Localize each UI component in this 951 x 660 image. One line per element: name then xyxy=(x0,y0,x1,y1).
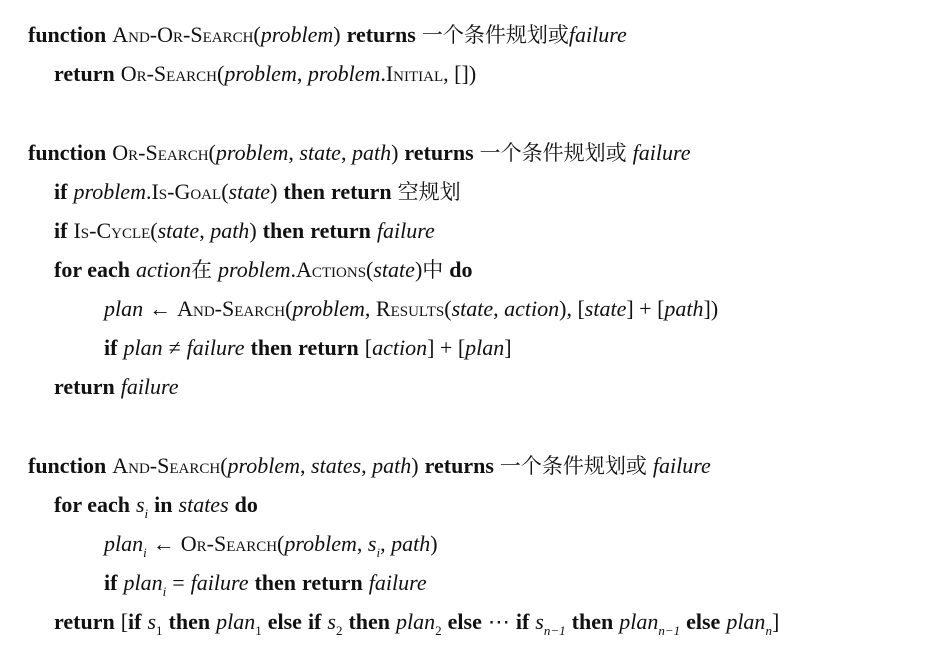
arg-state-2: state xyxy=(584,296,627,321)
var-plan: plan xyxy=(216,609,256,634)
paren-open: ( xyxy=(208,140,216,165)
equals-icon: = xyxy=(172,570,185,595)
failure-value: failure xyxy=(186,335,245,360)
paren-close: ) xyxy=(430,531,438,556)
or-search-for-each xyxy=(54,259,473,281)
dot: . xyxy=(380,61,386,86)
subscript: i xyxy=(144,506,149,521)
keyword-if: if xyxy=(104,335,118,360)
keyword-then: then xyxy=(262,218,305,243)
paren-open: ( xyxy=(285,296,293,321)
paren-open: ( xyxy=(366,257,374,282)
var-action: action xyxy=(135,257,191,282)
arg-problem: problem xyxy=(73,179,146,204)
ret-action: action xyxy=(372,335,428,360)
arg-path: path xyxy=(664,296,704,321)
and-search-plan-check xyxy=(104,572,427,598)
function-name: And-Or-Search xyxy=(112,22,254,47)
paren-close: ) xyxy=(333,22,341,47)
separator: , xyxy=(288,140,300,165)
keyword-then: then xyxy=(168,609,211,634)
separator: , xyxy=(493,296,505,321)
keyword-returns: returns xyxy=(424,453,494,478)
paren-open: ( xyxy=(253,22,261,47)
paren-close: ) xyxy=(414,257,423,282)
separator: , xyxy=(340,140,352,165)
cn-in: 在 xyxy=(190,258,212,282)
dot: . xyxy=(145,179,152,204)
arg-s: s xyxy=(367,531,377,556)
keyword-returns: returns xyxy=(404,140,474,165)
call-is-cycle: Is-Cycle xyxy=(73,218,151,243)
keyword-if: if xyxy=(515,609,530,634)
var-plan: plan xyxy=(619,609,659,634)
arg-problem: problem xyxy=(284,531,357,556)
keyword-then: then xyxy=(254,570,297,595)
keyword-function: function xyxy=(28,140,107,165)
args-rest: , []) xyxy=(443,61,477,86)
arg-path: path xyxy=(210,218,250,243)
open-bracket: [ xyxy=(120,609,129,634)
keyword-for-each: for each xyxy=(54,257,130,282)
param-state: state xyxy=(299,140,341,165)
dot: . xyxy=(290,257,296,282)
var-s: s xyxy=(147,609,157,634)
arrow-icon: ← xyxy=(152,531,175,556)
var-plan: plan xyxy=(396,609,436,634)
ret-plan: plan xyxy=(465,335,505,360)
param-path: path xyxy=(372,453,412,478)
return-type-failure: failure xyxy=(568,22,627,47)
and-or-search-body xyxy=(54,63,476,85)
call-or-search: Or-Search xyxy=(180,531,278,556)
keyword-if: if xyxy=(104,570,118,595)
var-s: s xyxy=(135,492,145,517)
separator: , xyxy=(364,296,376,321)
keyword-do: do xyxy=(234,492,258,517)
and-search-for-each xyxy=(54,494,258,520)
call-actions: Actions xyxy=(295,257,367,282)
or-search-cycle-check xyxy=(54,220,435,242)
separator: , xyxy=(199,218,211,243)
paren-open: ( xyxy=(150,218,158,243)
arg-action: action xyxy=(504,296,560,321)
keyword-else: else xyxy=(267,609,302,634)
return-type-failure: failure xyxy=(652,453,711,478)
param-problem: problem xyxy=(227,453,301,478)
or-search-goal-check xyxy=(54,181,461,203)
keyword-if: if xyxy=(307,609,322,634)
keyword-do: do xyxy=(449,257,473,282)
close-bracket: ] xyxy=(504,335,512,360)
not-equal-icon: ≠ xyxy=(168,335,181,360)
keyword-function: function xyxy=(28,22,107,47)
function-name: Or-Search xyxy=(112,140,209,165)
var-s: s xyxy=(327,609,336,634)
paren-open: ( xyxy=(220,453,228,478)
subscript: i xyxy=(162,584,167,599)
keyword-then: then xyxy=(250,335,293,360)
subscript: n xyxy=(765,623,772,638)
subscript: 2 xyxy=(435,623,442,638)
param-problem: problem xyxy=(260,22,334,47)
subscript: 2 xyxy=(335,623,343,638)
field-initial: Initial xyxy=(385,61,444,86)
subscript: n−1 xyxy=(543,623,566,638)
paren-close: ) xyxy=(411,453,419,478)
or-search-signature xyxy=(28,142,691,164)
var-s: s xyxy=(535,609,544,634)
empty-plan-cn: 空规划 xyxy=(397,180,461,204)
call-results: Results xyxy=(375,296,445,321)
concat: ] + [ xyxy=(427,335,466,360)
subscript: 1 xyxy=(156,623,163,638)
and-search-plan-assign xyxy=(104,533,438,559)
separator: , xyxy=(356,531,368,556)
or-search-final-return xyxy=(54,376,179,398)
paren-close: ) xyxy=(391,140,399,165)
paren-close: ) xyxy=(270,179,278,204)
keyword-returns: returns xyxy=(346,22,416,47)
subscript: i xyxy=(143,545,147,560)
keyword-return: return xyxy=(330,179,392,204)
return-failure: failure xyxy=(376,218,435,243)
close-bracket: ] xyxy=(771,609,780,634)
keyword-return: return xyxy=(302,570,363,595)
close-bracket: ]) xyxy=(703,296,719,321)
arg-problem: problem xyxy=(292,296,365,321)
call-is-goal: Is-Goal xyxy=(151,179,222,204)
keyword-return: return xyxy=(298,335,359,360)
and-or-search-signature xyxy=(28,24,627,46)
keyword-return: return xyxy=(54,61,115,86)
arg-state: state xyxy=(228,179,271,204)
arg-problem: problem xyxy=(224,61,297,86)
paren-close: ) xyxy=(249,218,257,243)
paren-open: ( xyxy=(277,531,285,556)
arg-path: path xyxy=(391,531,431,556)
subscript: i xyxy=(376,545,381,560)
paren-bracket: ), [ xyxy=(559,296,585,321)
keyword-then: then xyxy=(571,609,614,634)
return-type-cn: 一个条件规划或 xyxy=(479,141,627,165)
concat: ] + [ xyxy=(626,296,665,321)
return-failure: failure xyxy=(368,570,427,595)
arg-state: state xyxy=(373,257,415,282)
keyword-return: return xyxy=(310,218,371,243)
keyword-else: else xyxy=(447,609,482,634)
keyword-function: function xyxy=(28,453,107,478)
keyword-for-each: for each xyxy=(54,492,130,517)
arg-problem: problem xyxy=(217,257,291,282)
cn-middle: 中 xyxy=(422,258,444,282)
var-plan: plan xyxy=(104,531,144,556)
arrow-icon: ← xyxy=(149,296,172,321)
arg-problem-2: problem xyxy=(307,61,381,86)
paren-open: ( xyxy=(444,296,452,321)
keyword-then: then xyxy=(348,609,391,634)
return-type-failure: failure xyxy=(632,140,691,165)
collection-states: states xyxy=(178,492,229,517)
param-states: states xyxy=(311,453,362,478)
failure-value: failure xyxy=(190,570,249,595)
var-plan: plan xyxy=(123,335,163,360)
keyword-in: in xyxy=(154,492,173,517)
var-plan: plan xyxy=(104,296,144,321)
arg-state: state xyxy=(157,218,200,243)
keyword-return: return xyxy=(54,609,115,634)
var-plan: plan xyxy=(726,609,766,634)
keyword-else: else xyxy=(686,609,721,634)
keyword-if: if xyxy=(128,609,142,634)
return-type-cn: 一个条件规划或 xyxy=(499,454,647,478)
keyword-return: return xyxy=(54,374,115,399)
or-search-plan-assign xyxy=(104,298,718,320)
and-search-final-return xyxy=(54,611,779,637)
separator: , xyxy=(300,453,312,478)
keyword-if: if xyxy=(54,179,68,204)
ellipsis-icon: ⋯ xyxy=(487,609,510,634)
function-name: And-Search xyxy=(112,453,221,478)
and-search-signature xyxy=(28,455,711,477)
call-and-search: And-Search xyxy=(177,296,286,321)
param-problem: problem xyxy=(215,140,289,165)
arg-state: state xyxy=(451,296,494,321)
var-plan: plan xyxy=(123,570,163,595)
return-failure: failure xyxy=(120,374,179,399)
param-path: path xyxy=(351,140,392,165)
separator: , xyxy=(296,61,308,86)
return-type-cn: 一个条件规划或 xyxy=(421,23,569,47)
separator: , xyxy=(380,531,392,556)
keyword-if: if xyxy=(54,218,68,243)
call-or-search: Or-Search xyxy=(120,61,217,86)
or-search-plan-check xyxy=(104,337,512,359)
separator: , xyxy=(361,453,373,478)
paren-open: ( xyxy=(221,179,229,204)
open-bracket: [ xyxy=(364,335,373,360)
keyword-then: then xyxy=(283,179,325,204)
subscript: n−1 xyxy=(658,623,681,638)
paren-open: ( xyxy=(217,61,225,86)
subscript: 1 xyxy=(255,623,262,638)
